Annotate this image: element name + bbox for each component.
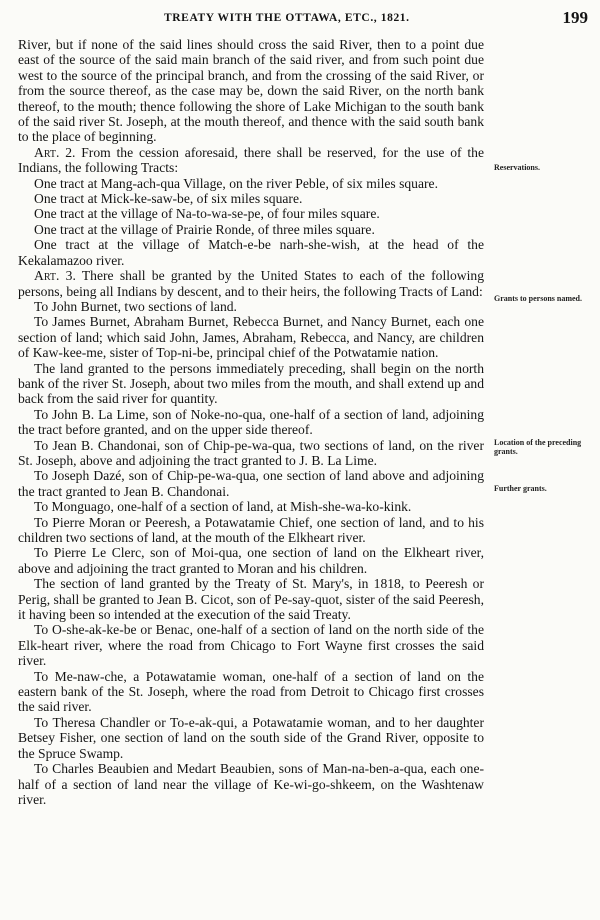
page-number: 199 (562, 8, 588, 27)
grant-paragraph: To Pierre Moran or Peeresh, a Potawatamie Chief, one section of land, and to his children two sections of land, at the mouth of the Elkheart river. (18, 514, 484, 545)
margin-note-grants-to-persons: Grants to persons named. (494, 294, 583, 303)
article-3 (18, 268, 484, 299)
paragraph-boundary-continuation: River, but if none of the said lines should cross the said River, then to a point due east of the source of the said main branch of the said river, and from such point due west to the source of the principal branch, and from the crossing of the said River, or from the source thereof, as the case may be, down the said River, on the north bank thereof, to the mouth; thence following the shore of Lake Michigan to the south bank of the said river St. Joseph, at the mouth thereof, and thence with the said south bank to the place of beginning. (18, 37, 484, 145)
article-2-label: Art. 2. (34, 144, 76, 160)
treaty-text (18, 37, 484, 807)
grant-paragraph: To John B. La Lime, son of Noke-no-qua, one-half of a section of land, adjoining the tract before granted, and on the upper side thereof. (18, 406, 484, 438)
grant-paragraph: To John Burnet, two sections of land. (34, 298, 237, 314)
article-2-text: From the cession aforesaid, there shall be reserved, for the use of the Indians, the following Tracts: (18, 144, 484, 176)
margin-note-reservations: Reservations. (494, 163, 540, 172)
grant-paragraph: To O-she-ak-ke-be or Benac, one-half of a section of land on the north side of the Elk-heart river, where the road from Chicago to Fort Wayne first crosses the said river. (18, 622, 484, 669)
grant-paragraph: To James Burnet, Abraham Burnet, Rebecca Burnet, and Nancy Burnet, each one section of land; which said John, James, Abraham, Rebecca, and Nancy, are children of Kaw-kee-me, sister of Top-ni-be, principal chief of the Potwatamie nation. (18, 314, 484, 361)
grant-paragraph: The section of land granted by the Treaty of St. Mary's, in 1818, to Peeresh or Perig, shall be granted to Jean B. Cicot, son of Pe-say-quot, sister of the said Peeresh, it having been so intended at the execution of the said Treaty. (18, 576, 484, 623)
article-2 (18, 145, 484, 176)
article-3-text: There shall be granted by the United States to each of the following persons, being all Indians by descent, and to their heirs, the following Tracts of Land: (18, 268, 484, 299)
margin-note-location-of-grants: Location of the preceding grants. (494, 438, 582, 456)
article-3-label: Art. 3. (34, 268, 76, 284)
grant-paragraph: To Joseph Dazé, son of Chip-pe-wa-qua, one section of land above and adjoining the tract granted to Jean B. Chandonai. (18, 468, 484, 499)
grant-paragraph: To Monguago, one-half of a section of land, at Mish-she-wa-ko-kink. (34, 499, 412, 515)
running-title: TREATY WITH THE OTTAWA, ETC., 1821. (164, 12, 410, 24)
grant-paragraph: To Me-naw-che, a Potawatamie woman, one-half of a section of land on the eastern bank of the St. Joseph, where the road from Detroit to Chicago first crosses the said river. (18, 668, 484, 715)
reserved-tract: One tract at Mang-ach-qua Village, on the river Peble, of six miles square. (34, 175, 438, 191)
running-header (0, 0, 600, 30)
grant-paragraph: To Charles Beaubien and Medart Beaubien, sons of Man-na-ben-a-qua, each one-half of a section of land near the village of Ke-wi-go-shkeem, on the Washtenaw river. (18, 761, 484, 807)
reserved-tract: One tract at Mick-ke-saw-be, of six miles square. (34, 191, 303, 207)
margin-note-further-grants: Further grants. (494, 484, 547, 493)
grant-paragraph: To Pierre Le Clerc, son of Moi-qua, one section of land on the Elkheart river, above and adjoining the tract granted to Moran and his children. (18, 545, 484, 576)
grant-paragraph: The land granted to the persons immediately preceding, shall begin on the north bank of the river St. Joseph, about two miles from the mouth, and shall extend up and back from the said river for quantity. (18, 360, 484, 407)
reserved-tract: One tract at the village of Match-e-be narh-she-wish, at the head of the Kekalamazoo river. (18, 237, 484, 268)
reserved-tract: One tract at the village of Prairie Ronde, of three miles square. (34, 221, 375, 237)
grant-paragraph: To Jean B. Chandonai, son of Chip-pe-wa-qua, two sections of land, on the river St. Joseph, above and adjoining the tract granted to J. B. La Lime. (18, 437, 484, 468)
grant-paragraph: To Theresa Chandler or To-e-ak-qui, a Potawatamie woman, and to her daughter Betsey Fisher, one section of land on the south side of the Grand River, opposite to the Spruce Swamp. (18, 714, 484, 761)
reserved-tract: One tract at the village of Na-to-wa-se-pe, of four miles square. (34, 206, 380, 222)
